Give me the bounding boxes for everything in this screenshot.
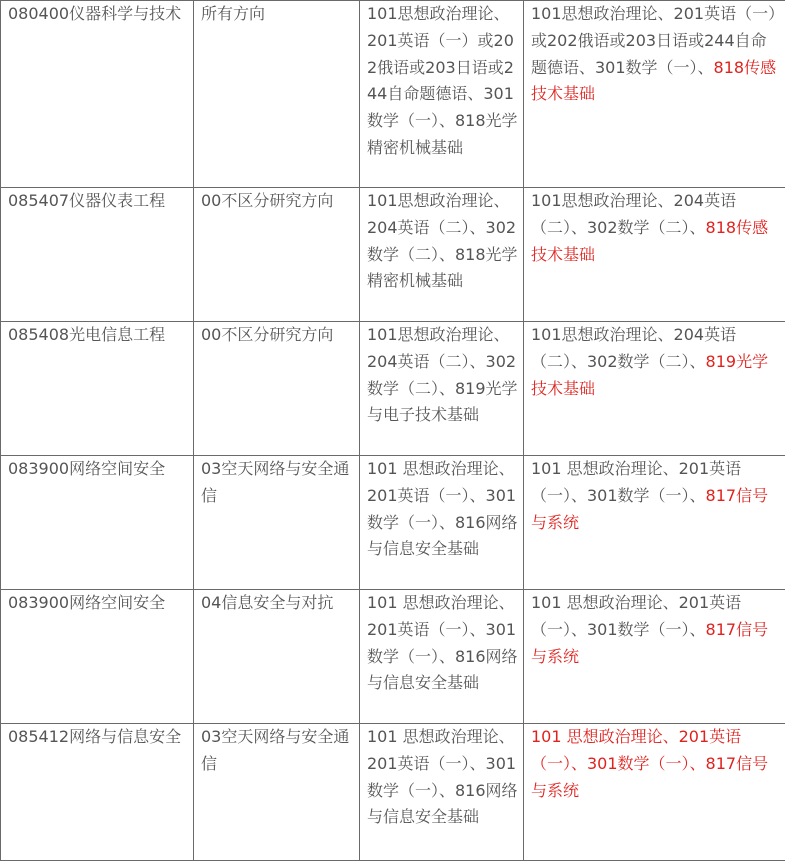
direction-cell: 00不区分研究方向 <box>194 322 360 456</box>
changed-subject: 817信号与系统 <box>531 485 769 532</box>
major-cell: 083900网络空间安全 <box>1 590 194 724</box>
changed-subject: 817信号与系统 <box>531 619 769 666</box>
table-row <box>1 1 785 188</box>
direction-cell: 00不区分研究方向 <box>194 188 360 322</box>
new-subjects-cell <box>524 322 785 456</box>
original-subjects-cell: 101 思想政治理论、201英语（一）、301数学（一）、816网络与信息安全基础 <box>360 456 524 590</box>
direction-cell: 04信息安全与对抗 <box>194 590 360 724</box>
major-cell: 080400仪器科学与技术 <box>1 1 194 188</box>
table-row <box>1 456 785 590</box>
table-row <box>1 322 785 456</box>
original-subjects-cell: 101思想政治理论、204英语（二）、302数学（二）、818光学精密机械基础 <box>360 188 524 322</box>
new-subjects-cell <box>524 1 785 188</box>
major-cell: 085412网络与信息安全 <box>1 724 194 861</box>
table-row <box>1 590 785 724</box>
changed-subject: 818传感技术基础 <box>531 57 777 104</box>
table-row <box>1 724 785 861</box>
changed-subject: 819光学技术基础 <box>531 351 769 398</box>
major-cell: 085408光电信息工程 <box>1 322 194 456</box>
new-subjects-cell <box>524 188 785 322</box>
original-subjects-cell: 101 思想政治理论、201英语（一）、301数学（一）、816网络与信息安全基础 <box>360 724 524 861</box>
major-cell: 085407仪器仪表工程 <box>1 188 194 322</box>
unchanged-subjects: 101思想政治理论、204英语（二）、302数学（二）、 <box>531 191 737 237</box>
unchanged-subjects: 101思想政治理论、204英语（二）、302数学（二）、 <box>531 325 737 371</box>
changed-subject: 818传感技术基础 <box>531 217 769 264</box>
new-subjects-cell <box>524 724 785 861</box>
new-subjects-cell <box>524 456 785 590</box>
direction-cell: 03空天网络与安全通信 <box>194 456 360 590</box>
major-cell: 083900网络空间安全 <box>1 456 194 590</box>
changed-subject: 101 思想政治理论、201英语（一）、301数学（一）、817信号与系统 <box>531 727 769 800</box>
original-subjects-cell: 101思想政治理论、201英语（一）或202俄语或203日语或244自命题德语、301数学（一）、818光学精密机械基础 <box>360 1 524 188</box>
original-subjects-cell: 101 思想政治理论、201英语（一）、301数学（一）、816网络与信息安全基础 <box>360 590 524 724</box>
unchanged-subjects: 101 思想政治理论、201英语（一）、301数学（一）、 <box>531 593 742 639</box>
new-subjects-cell <box>524 590 785 724</box>
unchanged-subjects: 101 思想政治理论、201英语（一）、301数学（一）、 <box>531 459 742 505</box>
unchanged-subjects: 101思想政治理论、201英语（一）或202俄语或203日语或244自命题德语、301数学（一）、 <box>531 4 777 77</box>
original-subjects-cell: 101思想政治理论、204英语（二）、302数学（二）、819光学与电子技术基础 <box>360 322 524 456</box>
direction-cell: 所有方向 <box>194 1 360 188</box>
table-row <box>1 188 785 322</box>
direction-cell: 03空天网络与安全通信 <box>194 724 360 861</box>
